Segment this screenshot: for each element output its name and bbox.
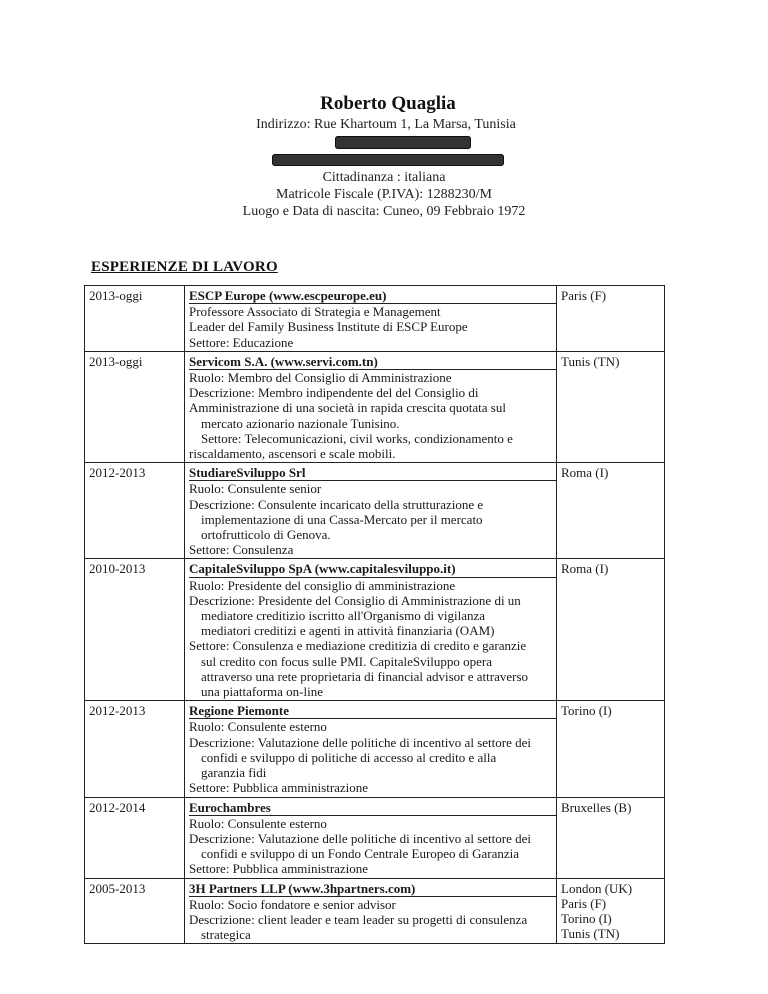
description-line: Leader del Family Business Institute di ESCP Europe: [189, 319, 468, 335]
description-line: ortofrutticolo di Genova.: [201, 527, 331, 543]
experience-location: [557, 463, 665, 559]
experience-description: [185, 463, 557, 559]
description-line: sul credito con focus sulle PMI. CapitaleSviluppo opera: [201, 653, 493, 669]
organization-name: Eurochambres: [189, 800, 556, 816]
location-line: London (UK): [561, 880, 633, 896]
experience-location: [557, 351, 665, 462]
experience-years: 2005-2013: [85, 878, 185, 944]
description-line: Settore: Educazione: [189, 334, 294, 350]
location-line: Tunis (TN): [561, 926, 620, 942]
tax-id-line: Matricole Fiscale (P.IVA): 1288230/M: [276, 187, 492, 202]
description-line: Settore: Telecomunicazioni, civil works, condizionamento e: [201, 430, 513, 446]
description-line: implementazione di una Cassa-Mercato per il mercato: [201, 511, 483, 527]
experience-location: [557, 559, 665, 701]
description-line: Descrizione: Valutazione delle politiche di incentivo al settore dei: [189, 830, 531, 846]
redacted-block: [335, 136, 471, 149]
description-line: confidi e sviluppo di un Fondo Centrale Europeo di Garanzia: [201, 846, 520, 862]
location-line: Torino (I): [561, 910, 612, 926]
location-line: Torino (I): [561, 703, 612, 719]
cv-header: [0, 92, 768, 220]
description-line: riscaldamento, ascensori e scale mobili.: [189, 446, 396, 462]
description-line: Settore: Pubblica amministrazione: [189, 780, 369, 796]
organization-name: 3H Partners LLP (www.3hpartners.com): [189, 881, 556, 897]
description-line: Descrizione: Valutazione delle politiche di incentivo al settore dei: [189, 734, 531, 750]
experience-years: 2013-oggi: [85, 351, 185, 462]
description-line: Amministrazione di una società in rapida crescita quotata sul: [189, 400, 506, 416]
location-line: Tunis (TN): [561, 353, 620, 369]
experience-row: [85, 559, 665, 701]
experience-location: [557, 797, 665, 878]
experience-location: [557, 878, 665, 944]
description-line: garanzia fidi: [201, 765, 267, 781]
experience-row: [85, 463, 665, 559]
location-line: Paris (F): [561, 288, 607, 303]
description-line: Settore: Consulenza: [189, 542, 294, 558]
section-title: ESPERIENZE DI LAVORO: [91, 259, 278, 275]
experience-row: [85, 351, 665, 462]
person-name: Roberto Quaglia: [320, 93, 456, 114]
description-line: Settore: Pubblica amministrazione: [189, 861, 369, 877]
description-line: Descrizione: client leader e team leader su progetti di consulenza: [189, 911, 528, 927]
description-line: una piattaforma on-line: [201, 684, 324, 700]
description-line: Professore Associato di Strategia e Management: [189, 304, 441, 320]
description-line: Settore: Consulenza e mediazione creditizia di credito e garanzie: [189, 638, 527, 654]
experience-years: 2010-2013: [85, 559, 185, 701]
description-line: Descrizione: Consulente incaricato della strutturazione e: [189, 496, 484, 512]
experience-description: [185, 286, 557, 352]
experience-location: [557, 286, 665, 352]
experience-description: [185, 878, 557, 944]
description-line: Ruolo: Consulente senior: [189, 481, 322, 497]
description-line: confidi e sviluppo di politiche di accesso al credito e alla: [201, 749, 497, 765]
experience-years: 2012-2013: [85, 463, 185, 559]
organization-name: CapitaleSviluppo SpA (www.capitalesviluppo.it): [189, 561, 556, 577]
location-line: Paris (F): [561, 895, 607, 911]
organization-name: Servicom S.A. (www.servi.com.tn): [189, 354, 556, 370]
location-line: Roma (I): [561, 561, 609, 577]
birth-line: Luogo e Data di nascita: Cuneo, 09 Febbraio 1972: [242, 204, 526, 219]
description-line: mercato azionario nazionale Tunisino.: [201, 415, 400, 431]
experience-row: [85, 286, 665, 352]
experience-row: [85, 701, 665, 797]
citizenship-line: Cittadinanza : italiana: [322, 170, 446, 185]
redacted-block: [272, 154, 504, 166]
description-line: Ruolo: Socio fondatore e senior advisor: [189, 896, 396, 912]
location-line: Roma (I): [561, 465, 609, 481]
organization-name: ESCP Europe (www.escpeurope.eu): [189, 288, 556, 304]
description-line: attraverso una rete proprietaria di financial advisor e attraverso: [201, 668, 529, 684]
experience-description: [185, 559, 557, 701]
experience-row: [85, 797, 665, 878]
description-line: strategica: [201, 927, 251, 943]
organization-name: Regione Piemonte: [189, 703, 556, 719]
experience-row: [85, 878, 665, 944]
description-line: mediatori creditizi e agenti in attività finanziaria (OAM): [201, 623, 495, 639]
location-line: Bruxelles (B): [561, 799, 632, 815]
organization-name: StudiareSviluppo Srl: [189, 465, 556, 481]
experience-years: 2013-oggi: [85, 286, 185, 352]
description-line: Ruolo: Membro del Consiglio di Amministrazione: [189, 370, 452, 386]
address-line: Indirizzo: Rue Khartoum 1, La Marsa, Tunisia: [256, 117, 516, 132]
experience-description: [185, 351, 557, 462]
description-line: Ruolo: Consulente esterno: [189, 719, 327, 735]
experience-description: [185, 701, 557, 797]
experience-location: [557, 701, 665, 797]
description-line: Ruolo: Consulente esterno: [189, 815, 327, 831]
experience-table: [84, 285, 665, 944]
description-line: Descrizione: Presidente del Consiglio di Amministrazione di un: [189, 592, 521, 608]
description-line: Ruolo: Presidente del consiglio di amministrazione: [189, 577, 456, 593]
experience-description: [185, 797, 557, 878]
experience-years: 2012-2014: [85, 797, 185, 878]
description-line: Descrizione: Membro indipendente del del Consiglio di: [189, 385, 479, 401]
description-line: mediatore creditizio iscritto all'Organismo di vigilanza: [201, 608, 486, 624]
experience-years: 2012-2013: [85, 701, 185, 797]
